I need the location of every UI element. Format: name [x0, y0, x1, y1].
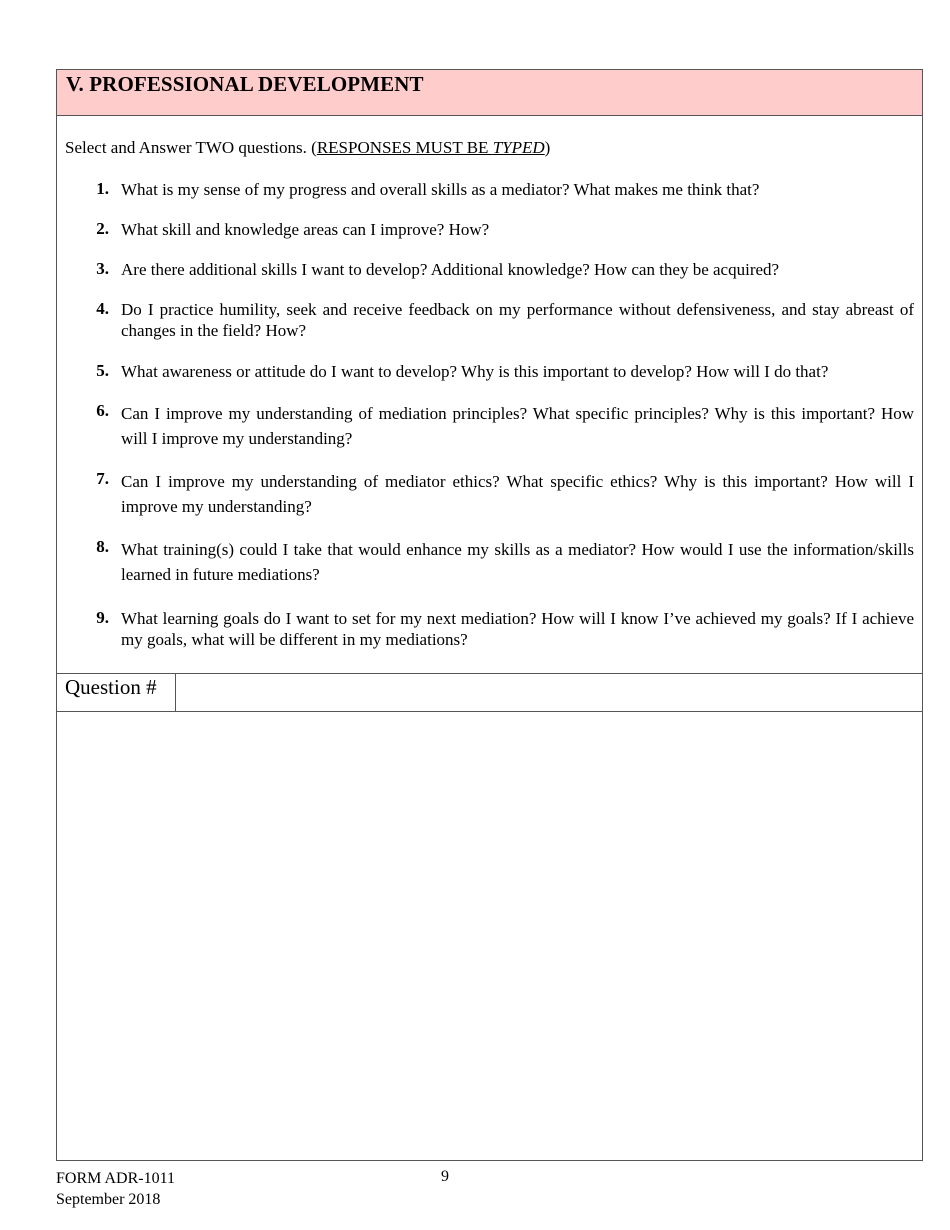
- question-number: 9.: [96, 608, 109, 627]
- response-area[interactable]: [57, 712, 922, 1160]
- section-header: [57, 70, 922, 116]
- question-number-label: Question #: [65, 675, 157, 699]
- question-number: 1.: [96, 179, 109, 198]
- page-number: 9: [441, 1168, 449, 1185]
- question-text: Are there additional skills I want to develop? Additional knowledge? How can they be acquired?: [121, 260, 780, 279]
- question-number: 2.: [96, 219, 109, 238]
- instructions-lead: Select and Answer TWO questions. (: [65, 138, 317, 157]
- question-number: 4.: [96, 299, 109, 318]
- instructions-underlined-prefix: RESPONSES MUST BE: [316, 138, 493, 157]
- instructions-underlined: [317, 138, 545, 157]
- form-date: September 2018: [56, 1191, 161, 1208]
- question-text: What training(s) could I take that would enhance my skills as a mediator? How would I use the information/skills learned in future mediations?: [121, 540, 914, 584]
- instructions: [65, 138, 550, 158]
- instructions-tail: ): [544, 138, 551, 157]
- question-text: Can I improve my understanding of mediator ethics? What specific ethics? Why is this important? How will I improve my understanding?: [121, 472, 914, 516]
- question-number: 7.: [96, 469, 109, 488]
- section-title: V. PROFESSIONAL DEVELOPMENT: [66, 72, 424, 96]
- question-number-field[interactable]: [175, 673, 922, 712]
- form-section-frame: [56, 69, 923, 1161]
- question-text: Do I practice humility, seek and receive feedback on my performance without defensiveness, and stay abreast of changes in the field? How?: [121, 300, 914, 340]
- question-number: 8.: [96, 537, 109, 556]
- question-number: 5.: [96, 361, 109, 380]
- question-number: 6.: [96, 401, 109, 420]
- form-id: FORM ADR-1011: [56, 1170, 175, 1187]
- question-text: Can I improve my understanding of mediation principles? What specific principles? Why is this important? How will I improve my understanding?: [121, 404, 914, 448]
- question-text: What awareness or attitude do I want to develop? Why is this important to develop? How will I do that?: [121, 362, 829, 381]
- question-number: 3.: [96, 259, 109, 278]
- question-text: What learning goals do I want to set for my next mediation? How will I know I’ve achieved my goals? If I achieve my goals, what will be different in my mediations?: [121, 609, 914, 649]
- question-text: What is my sense of my progress and overall skills as a mediator? What makes me think that?: [121, 180, 760, 199]
- question-number-row: [57, 673, 922, 712]
- instructions-typed: TYPED: [492, 138, 545, 157]
- page-footer: [56, 1168, 175, 1210]
- question-text: What skill and knowledge areas can I improve? How?: [121, 220, 490, 239]
